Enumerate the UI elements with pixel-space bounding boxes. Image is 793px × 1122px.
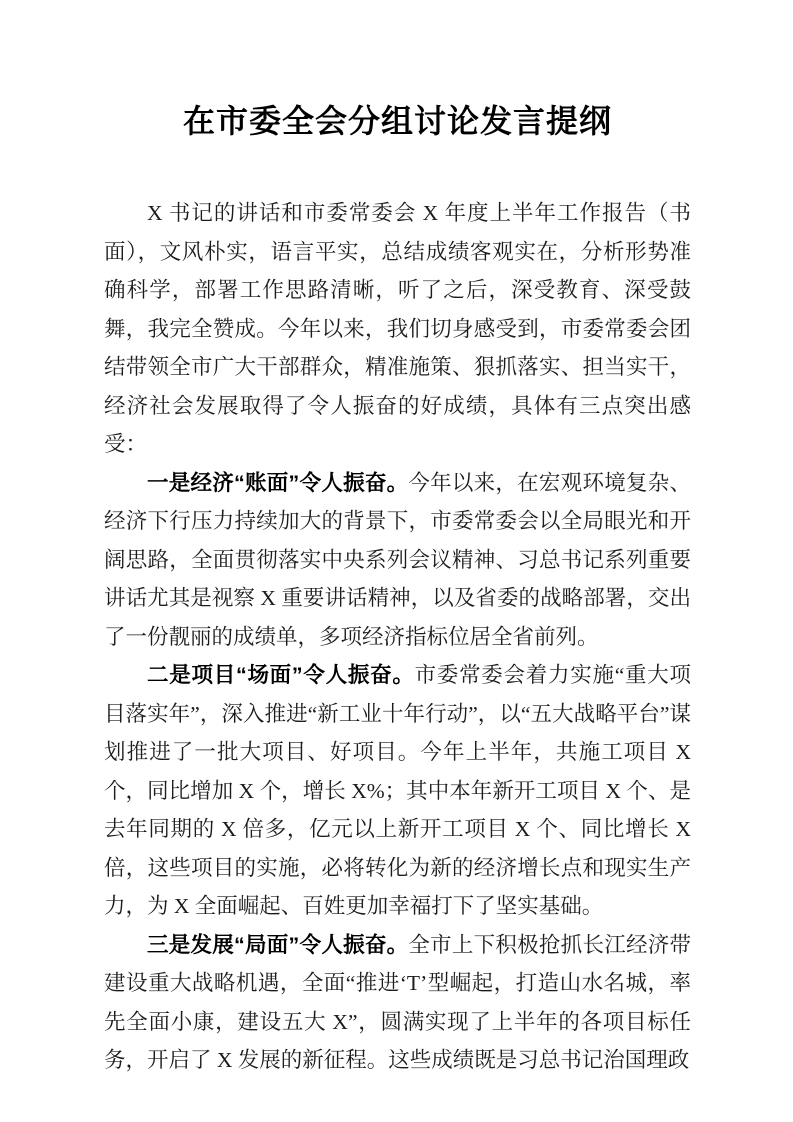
- paragraph-point-2: [104, 656, 691, 926]
- paragraph-intro: [104, 194, 691, 464]
- paragraph-point-3-text: 全市上下积极抢抓长江经济带建设重大战略机遇，全面“推进‘T’型崛起，打造山水名城，率先全面小康，建设五大 X”，圆满实现了上半年的各项目标任务，开启了 X 发展的新征程。这些成绩既是习总书记治国理政: [104, 932, 691, 1072]
- paragraph-point-1-lead: 一是经济“账面”令人振奋。: [147, 470, 409, 495]
- paragraph-point-1-text: 今年以来，在宏观环境复杂、经济下行压力持续加大的背景下，市委常委会以全局眼光和开阔思路，全面贯彻落实中央系列会议精神、习总书记系列重要讲话尤其是视察 X 重要讲话精神，以及省委的战略部署，交出了一份靓丽的成绩单，多项经济指标位居全省前列。: [104, 470, 691, 649]
- paragraph-point-2-lead: 二是项目“场面”令人振奋。: [147, 663, 415, 687]
- paragraph-intro-text: X 书记的讲话和市委常委会 X 年度上半年工作报告（书面），文风朴实，语言平实，总结成绩客观实在，分析形势准确科学，部署工作思路清晰，听了之后，深受教育、深受鼓舞，我完全赞成。今年以来，我们切身感受到，市委常委会团结带领全市广大干部群众，精准施策、狠抓落实、担当实干，经济社会发展取得了令人振奋的好成绩，具体有三点突出感受：: [104, 201, 691, 456]
- paragraph-point-3-lead: 三是发展“局面”令人振奋。: [147, 932, 409, 957]
- document-title: 在市委全会分组讨论发言提纲: [182, 103, 612, 139]
- paragraph-point-2-text: 市委常委会着力实施“重大项目落实年”，深入推进“新工业十年行动”，以“五大战略平台”谋划推进了一批大项目、好项目。今年上半年，共施工项目 X 个，同比增加 X 个，增长 X%；其中本年新开工项目 X 个、是去年同期的 X 倍多，亿元以上新开工项目 X 个、同比增长 X 倍，这些项目的实施，必将转化为新的经济增长点和现实生产力，为 X 全面崛起、百姓更加幸福打下了坚实基础。: [104, 663, 691, 918]
- paragraph-point-3: [104, 926, 691, 1080]
- paragraph-point-1: [104, 464, 691, 657]
